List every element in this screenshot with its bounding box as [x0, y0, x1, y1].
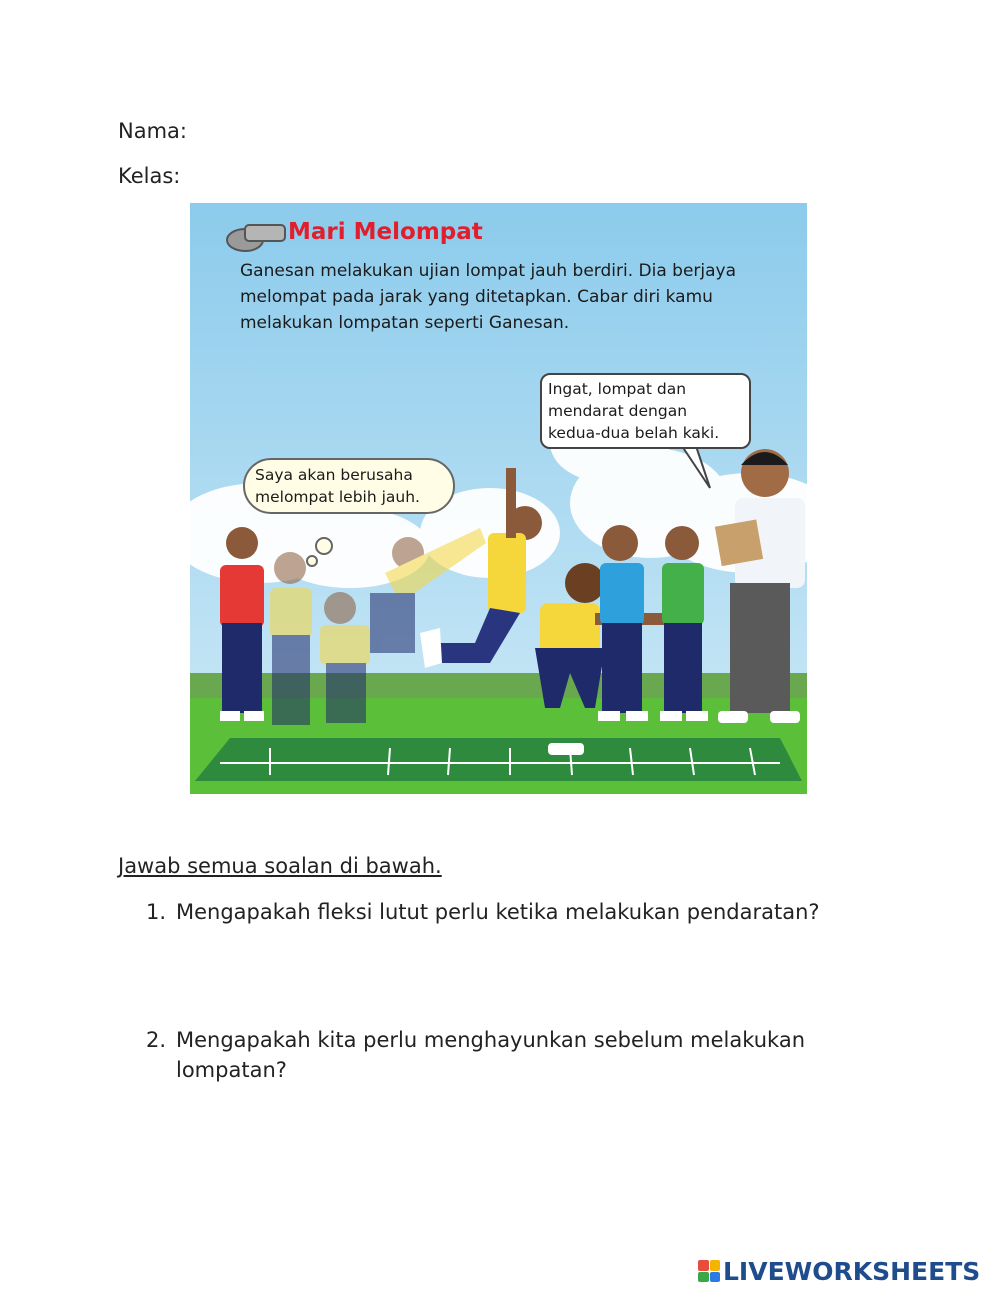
question-number: 2. — [146, 1028, 167, 1052]
logo-blocks-icon — [698, 1260, 720, 1282]
question-2 — [146, 1025, 906, 1087]
logo-text: LIVEWORKSHEETS — [723, 1256, 981, 1286]
instructions: Jawab semua soalan di bawah. — [118, 854, 442, 878]
question-number: 1. — [146, 900, 167, 924]
class-label: Kelas: — [118, 164, 181, 188]
long-jump-illustration — [190, 203, 807, 794]
logo-block — [698, 1272, 709, 1283]
logo-block — [698, 1260, 709, 1271]
logo-block — [710, 1272, 721, 1283]
illustration-title: Mari Melompat — [288, 219, 483, 245]
boy-thought-bubble: Saya akan berusaha melompat lebih jauh. — [243, 458, 455, 514]
logo-block — [710, 1260, 721, 1271]
name-label: Nama: — [118, 119, 187, 143]
question-text: Mengapakah kita perlu menghayunkan sebelum melakukan lompatan? — [176, 1028, 806, 1082]
teacher-speech-bubble: Ingat, lompat dan mendarat dengan kedua-dua belah kaki. — [540, 373, 751, 449]
question-1 — [146, 897, 906, 929]
jump-mat — [195, 738, 802, 781]
illustration-intro: Ganesan melakukan ujian lompat jauh berdiri. Dia berjaya melompat pada jarak yang ditetapkan. Cabar diri kamu melakukan lompatan seperti Ganesan. — [240, 261, 737, 333]
liveworksheets-logo — [698, 1257, 980, 1285]
question-text: Mengapakah fleksi lutut perlu ketika melakukan pendaratan? — [176, 900, 820, 924]
